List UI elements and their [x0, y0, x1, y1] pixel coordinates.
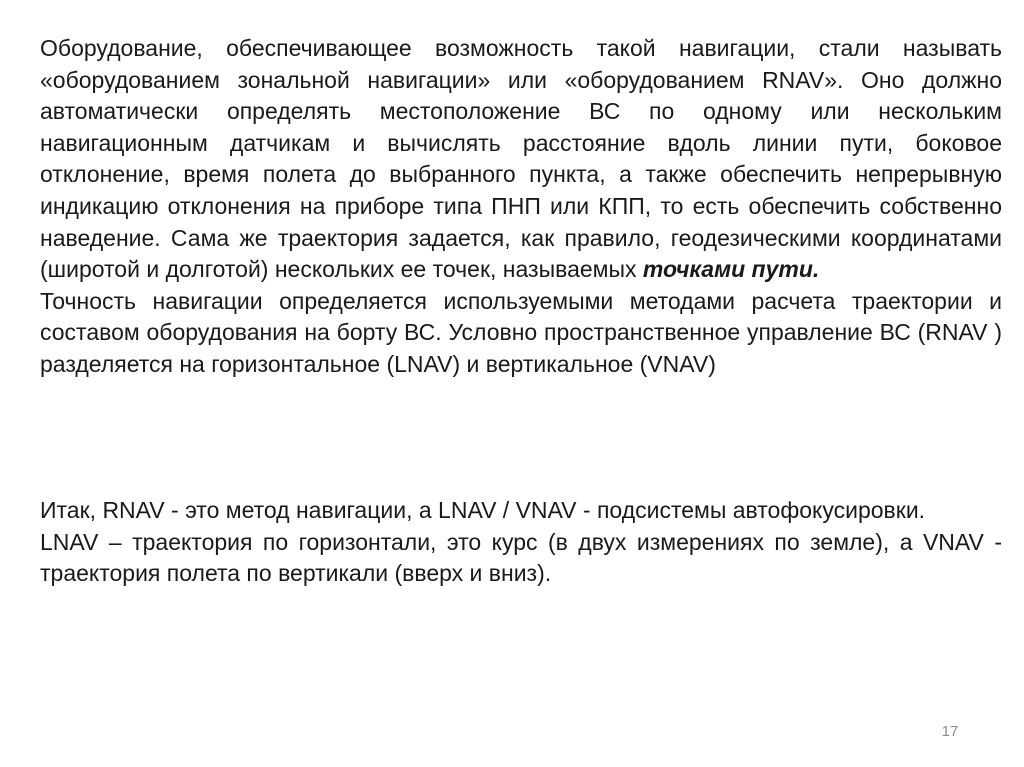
paragraph-rnav-equipment-text: Оборудование, обеспечивающее возможность такой навигации, стали называть «оборудованием зональной навигации» или «оборудованием RNAV». Оно должно автоматически определять местоположение ВС по одному или нескольким навигационным датчикам и вычислять расстояние вдоль линии пути, боковое отклонение, время полета до выбранного пункта, а также обеспечить непрерывную индикацию отклонения на приборе типа ПНП или КПП, то есть обеспечить собственно наведение. Сама же траектория задается, как правило, геодезическими координатами (широтой и долготой) нескольких ее точек, называемых [40, 35, 1002, 283]
text-section-summary [40, 495, 1002, 590]
paragraph-rnav-equipment [40, 33, 1002, 286]
paragraph-lnav-vnav-definition: LNAV – траектория по горизонтали, это курс (в двух измерениях по земле), а VNAV - траектория полета по вертикали (вверх и вниз). [40, 528, 1002, 587]
paragraph-rnav-definition: Итак, RNAV - это метод навигации, а LNAV / VNAV - подсистемы автофокусировки. [40, 497, 926, 523]
text-section-navigation-equipment [40, 33, 1002, 381]
paragraph-navigation-accuracy: Точность навигации определяется используемыми методами расчета траектории и составом оборудования на борту ВС. Условно пространственное управление ВС (RNAV ) разделяется на горизонтальное (LNAV) и вертикальное (VNAV) [40, 287, 1002, 377]
page-number: 17 [941, 723, 959, 740]
emphasized-term-waypoints: точками пути. [642, 256, 820, 283]
